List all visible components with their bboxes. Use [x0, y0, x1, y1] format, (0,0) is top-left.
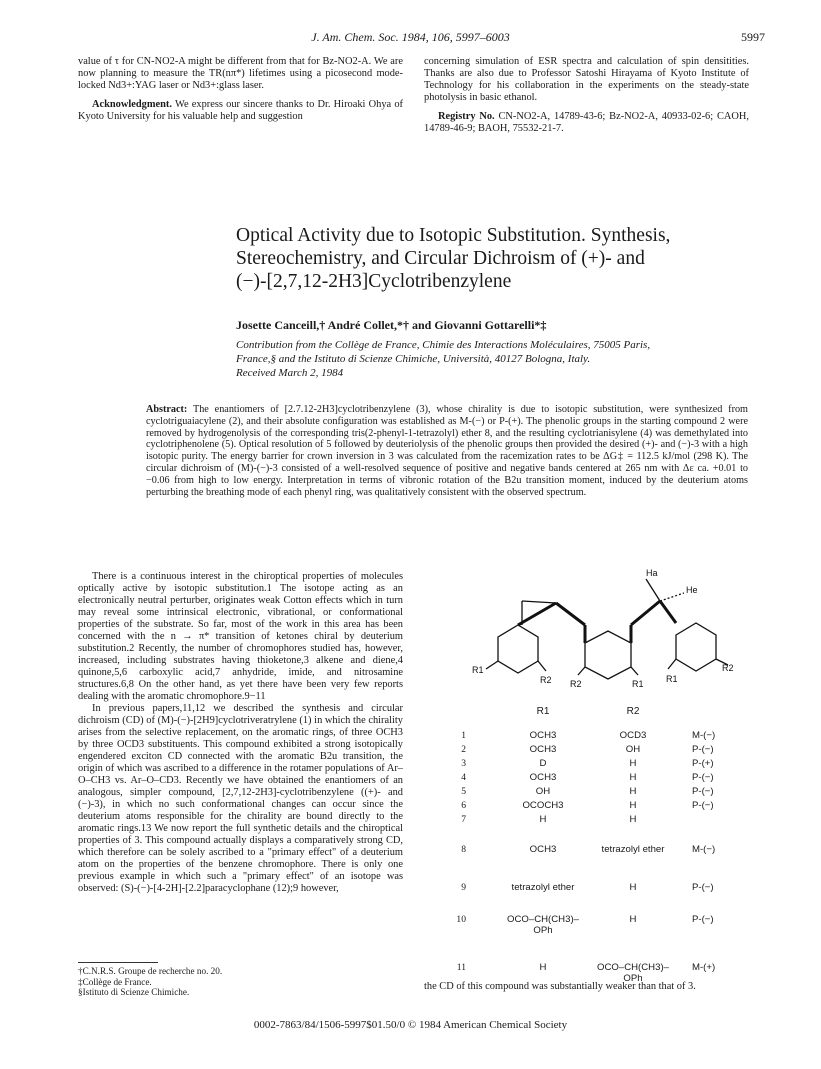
table-header	[424, 706, 754, 720]
cell-r2: H	[629, 772, 637, 783]
table-row	[424, 814, 754, 828]
cell-r2: OH	[625, 744, 641, 755]
cell-r2: tetrazolyl ether	[601, 844, 665, 855]
label-r2-middle: R2	[570, 679, 582, 689]
compound-number: 1	[461, 730, 466, 741]
prev-article-paragraph: value of τ for CN-NO2-A might be different from that for Bz-NO2-A. We are now planning to measure the TR(nπ*) lifetimes using a picosecond mode-locked Nd3+:YAG laser or Nd3+:glass laser.	[78, 56, 403, 91]
running-header: J. Am. Chem. Soc. 1984, 106, 5997–6003	[311, 30, 510, 44]
cell-configuration: P-(+)	[692, 758, 714, 769]
compound-number: 11	[456, 962, 466, 973]
cell-r2: H	[629, 914, 637, 925]
table-row	[424, 730, 754, 744]
acknowledgment-label: Acknowledgment.	[92, 99, 172, 110]
cell-configuration: P-(−)	[692, 800, 714, 811]
body-left-column	[78, 571, 403, 895]
title-line-3: (−)-[2,7,12-2H3]Cyclotribenzylene	[236, 271, 512, 292]
prev-article-paragraph-right: concerning simulation of ESR spectra and calculation of spin densitities. Thanks are also due to Professor Satoshi Hirayama of Kyoto Institute of Technology for his collaboration in the experiments on the steady-state photolysis in basic ethanol.	[424, 56, 749, 103]
footnote-3: §Istituto di Scienze Chimiche.	[78, 987, 190, 998]
cell-configuration: M-(−)	[692, 730, 716, 741]
compound-number: 6	[461, 800, 466, 811]
label-he: He	[686, 585, 698, 595]
acknowledgment-text: We express our sincere thanks to Dr. Hiroaki Ohya of Kyoto University for his valuable help and suggestion	[78, 99, 403, 122]
cell-r2: H	[629, 800, 637, 811]
cell-configuration: P-(−)	[692, 882, 714, 893]
label-r1-right: R1	[666, 674, 678, 684]
prev-article-right-column	[424, 56, 749, 135]
cell-r1: OCH3	[529, 744, 557, 755]
compound-number: 7	[461, 814, 466, 825]
body-paragraph-1: There is a continuous interest in the chiroptical properties of molecules optically active by isotopic substitution.1 The isotope acting as an electronically neutral perturber, originates weak Cotton effects which in turn may reveal some intrinsical electronic, vibrational, or conformational properties of the substrate. So far, most of the work in this area has been concerned with the n → π* transition of ketones chiral by deuterium substitution.2 Recently, the number of chromophores studied has, however, increased, including substrates having thioketone,3 alkene and diene,4 quinone,5,6 carboxylic acid,7 anhydride, imide, and nitrosamine structures.6,8 On the other hand, as yet there have been very few reports dealing with the aromatic chromophore.9−11	[78, 571, 403, 702]
cell-configuration: P-(−)	[692, 914, 714, 925]
column-header-r1: R1	[536, 706, 550, 717]
cell-configuration: M-(+)	[692, 962, 716, 973]
cell-configuration: M-(−)	[692, 844, 716, 855]
article-title	[236, 224, 776, 293]
table-row	[424, 844, 754, 858]
label-r2-right: R2	[722, 663, 734, 673]
table-row	[424, 800, 754, 814]
body-right-continuation: the CD of this compound was substantially weaker than that of 3.	[424, 981, 696, 992]
compound-number: 3	[461, 758, 466, 769]
table-row	[424, 882, 754, 896]
benzene-ring-left	[498, 625, 538, 673]
cell-r1: OCH3	[529, 730, 557, 741]
footnote-2: ‡Collège de France.	[78, 976, 152, 987]
compound-number: 8	[461, 844, 466, 855]
cell-r1: H	[539, 962, 547, 973]
cell-r1: OCH3	[529, 844, 557, 855]
acknowledgment	[78, 99, 403, 123]
footnote-1: †C.N.R.S. Groupe de recherche no. 20.	[78, 966, 223, 976]
title-line-2: Stereochemistry, and Circular Dichroism of (+)- and	[236, 248, 645, 269]
cell-r2: H	[629, 814, 637, 825]
compound-number: 4	[461, 772, 466, 783]
compound-number: 9	[461, 882, 466, 893]
table-row	[424, 962, 754, 984]
abstract	[146, 404, 748, 498]
cell-configuration: P-(−)	[692, 744, 714, 755]
cell-r2: H	[629, 882, 637, 893]
cell-r1: OCOCH3	[522, 800, 564, 811]
cell-r2: OCD3	[619, 730, 647, 741]
cell-r1: D	[539, 758, 547, 769]
table-row	[424, 758, 754, 772]
cell-configuration: P-(−)	[692, 772, 714, 783]
compound-number: 5	[461, 786, 466, 797]
prev-article-left-column	[78, 56, 403, 123]
registry-numbers	[424, 111, 749, 135]
label-r1-left: R1	[472, 665, 484, 675]
benzene-ring-middle	[585, 631, 631, 679]
cell-r2: OCO–CH(CH3)–OPh	[597, 962, 669, 984]
label-r2-left: R2	[540, 675, 552, 685]
cell-configuration: P-(−)	[692, 786, 714, 797]
benzene-ring-right	[676, 623, 716, 671]
title-line-1: Optical Activity due to Isotopic Substitution. Synthesis,	[236, 225, 671, 246]
table-row	[424, 786, 754, 800]
abstract-text: The enantiomers of [2.7.12-2H3]cyclotribenzylene (3), whose chirality is due to isotopic substitution, were synthesized from cyclotriguaiacylene (2), and their absolute configuration was established as M-(−) or P-(+). The phenolic groups in the starting compound 2 were removed by hydrogenolysis of the corresponding tris(2-phenyl-1-tetrazolyl) ether 8, and the resulting cyclotrianisylene (4) was demethylated into cyclotriphenolene (5). Optical resolution of 5 followed by deuteriolysis of the phenolic groups then provided the desired (+)- and (−)-3 with a high isotopic purity. The energy barrier for crown inversion in 3 was calculated from the racemization rates to be ΔG‡ = 112.5 kJ/mol (298 K). The circular dichroism of (M)-(−)-3 consisted of a well-resolved sequence of positive and negative bands centered at 265 nm with Δε ca. +0.01 to −0.06 from high to low energy. Interpretation in terms of vibronic rotation of the B2u transition moment, induced by the deuterium atoms perturbing the breathing mode of each phenyl ring, was qualitatively consistent with the observed spectrum.	[146, 404, 748, 498]
copyright-line: 0002-7863/84/1506-5997$01.50/0 © 1984 American Chemical Society	[253, 1019, 568, 1031]
table-row	[424, 744, 754, 758]
compound-number: 2	[461, 744, 466, 755]
cell-r1: OCO–CH(CH3)–OPh	[507, 914, 579, 936]
compound-number: 10	[456, 914, 466, 925]
footnotes	[78, 966, 403, 998]
column-header-r2: R2	[626, 706, 640, 717]
received-date: Received March 2, 1984	[236, 367, 344, 379]
affiliation-line-1: Contribution from the Collège de France, Chimie des Interactions Moléculaires, 75005 Paris,	[236, 339, 651, 351]
cyclotribenzylene-structure	[470, 565, 770, 705]
cell-r1: OCH3	[529, 772, 557, 783]
cell-r1: OH	[535, 786, 551, 797]
footnote-rule	[78, 962, 158, 963]
table-row	[424, 772, 754, 786]
registry-text: CN-NO2-A, 14789-43-6; Bz-NO2-A, 40933-02-6; CAOH, 14789-46-9; BAOH, 75532-21-7.	[424, 111, 749, 134]
page-number: 5997	[741, 30, 765, 44]
author-list: Josette Canceill,† André Collet,*† and Giovanni Gottarelli*‡	[236, 318, 547, 332]
registry-label: Registry No.	[438, 111, 495, 122]
affiliation-line-2: France,§ and the Istituto di Scienze Chimiche, Università, 40127 Bologna, Italy.	[236, 353, 591, 365]
cell-r2: H	[629, 758, 637, 769]
label-r1-middle: R1	[632, 679, 644, 689]
cell-r1: H	[539, 814, 547, 825]
table-row	[424, 914, 754, 936]
abstract-label: Abstract:	[146, 404, 188, 415]
body-paragraph-2: In previous papers,11,12 we described the synthesis and circular dichroism (CD) of (M)-(−)-[2H9]cyclotriveratrylene (1) in which the chirality arises from the selective replacement, on the aromatic rings, of three OCH3 by three OCD3 substituents. This compound exhibited a strong isotopically engendered exciton CD connected with the aromatic B2u transition, the origin of which was ascribed to a difference in the rotamer populations of Ar–O–CH3 vs. Ar–O–CD3. Recently we have obtained the enantiomers of an analogous, simpler compound, [2,7,12-2H3]-cyclotribenzylene ((+)- and (−)-3), in which no such conformational changes can occur since the deuterium atoms responsible for the chirality are bound directly to the aromatic rings.13 We now report the full synthetic details and the chiroptical properties of 3. This compound actually displays a comparatively strong CD, which therefore can be solely ascribed to a "primary effect" of a deuterium atom on the properties of the benzene chromophore. There is only one previous example in which such a "primary effect" of an isotope was observed: (S)-(−)-[4-2H]-[2.2]paracyclophane (12);9 however,	[78, 703, 403, 894]
cell-r2: H	[629, 786, 637, 797]
affiliation	[236, 338, 776, 380]
cell-r1: tetrazolyl ether	[511, 882, 575, 893]
label-ha: Ha	[646, 568, 658, 578]
